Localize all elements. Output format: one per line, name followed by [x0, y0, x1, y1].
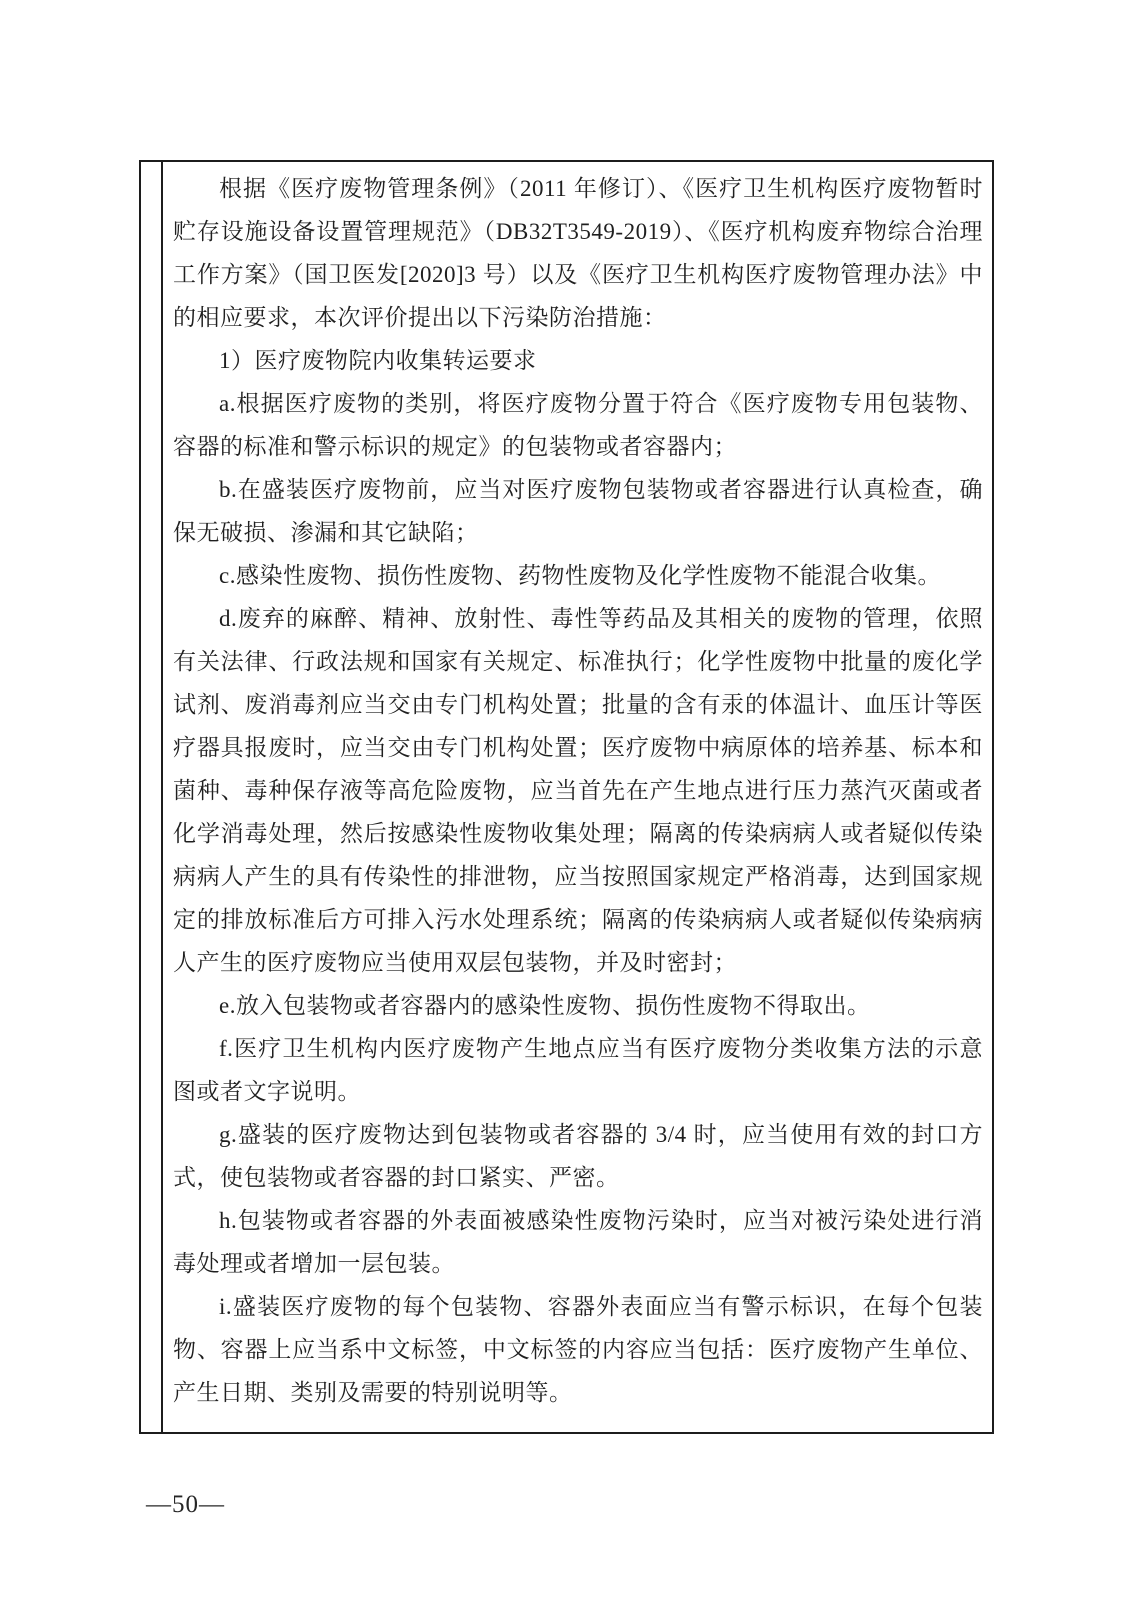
paragraph-item-g: g.盛装的医疗废物达到包装物或者容器的 3/4 时，应当使用有效的封口方式，使包装物或者容器的封口紧实、严密。	[173, 1122, 983, 1190]
paragraph-item-b: b.在盛装医疗废物前，应当对医疗废物包装物或者容器进行认真检查，确保无破损、渗漏和其它缺陷；	[173, 477, 983, 545]
page-number: —50—	[146, 1491, 225, 1518]
paragraph-item-f: f.医疗卫生机构内医疗废物产生地点应当有医疗废物分类收集方法的示意图或者文字说明。	[173, 1036, 983, 1104]
table-content-cell	[163, 162, 992, 1432]
paragraph-intro-regulations: 根据《医疗废物管理条例》（2011 年修订）、《医疗卫生机构医疗废物暂时贮存设施设备设置管理规范》（DB32T3549-2019）、《医疗机构废弃物综合治理工作方案》（国卫医发[2020]3 号）以及《医疗卫生机构医疗废物管理办法》中的相应要求，本次评价提出以下污染防治措施：	[173, 176, 983, 330]
table-left-gutter-cell	[141, 162, 163, 1432]
paragraph-item-h: h.包装物或者容器的外表面被感染性废物污染时，应当对被污染处进行消毒处理或者增加一层包装。	[173, 1208, 983, 1276]
paragraph-item-a: a.根据医疗废物的类别，将医疗废物分置于符合《医疗废物专用包装物、容器的标准和警示标识的规定》的包装物或者容器内；	[173, 391, 983, 459]
content-table	[139, 160, 994, 1434]
paragraph-heading-collection-transfer: 1）医疗废物院内收集转运要求	[219, 348, 537, 373]
paragraph-item-i: i.盛装医疗废物的每个包装物、容器外表面应当有警示标识，在每个包装物、容器上应当系中文标签，中文标签的内容应当包括：医疗废物产生单位、产生日期、类别及需要的特别说明等。	[173, 1294, 983, 1405]
paragraph-item-e: e.放入包装物或者容器内的感染性废物、损伤性废物不得取出。	[219, 993, 871, 1018]
paragraph-item-c: c.感染性废物、损伤性废物、药物性废物及化学性废物不能混合收集。	[219, 563, 941, 588]
paragraph-item-d: d.废弃的麻醉、精神、放射性、毒性等药品及其相关的废物的管理，依照有关法律、行政法规和国家有关规定、标准执行；化学性废物中批量的废化学试剂、废消毒剂应当交由专门机构处置；批量的含有汞的体温计、血压计等医疗器具报废时，应当交由专门机构处置；医疗废物中病原体的培养基、标本和菌种、毒种保存液等高危险废物，应当首先在产生地点进行压力蒸汽灭菌或者化学消毒处理，然后按感染性废物收集处理；隔离的传染病病人或者疑似传染病病人产生的具有传染性的排泄物，应当按照国家规定严格消毒，达到国家规定的排放标准后方可排入污水处理系统；隔离的传染病病人或者疑似传染病病人产生的医疗废物应当使用双层包装物，并及时密封；	[173, 606, 983, 975]
